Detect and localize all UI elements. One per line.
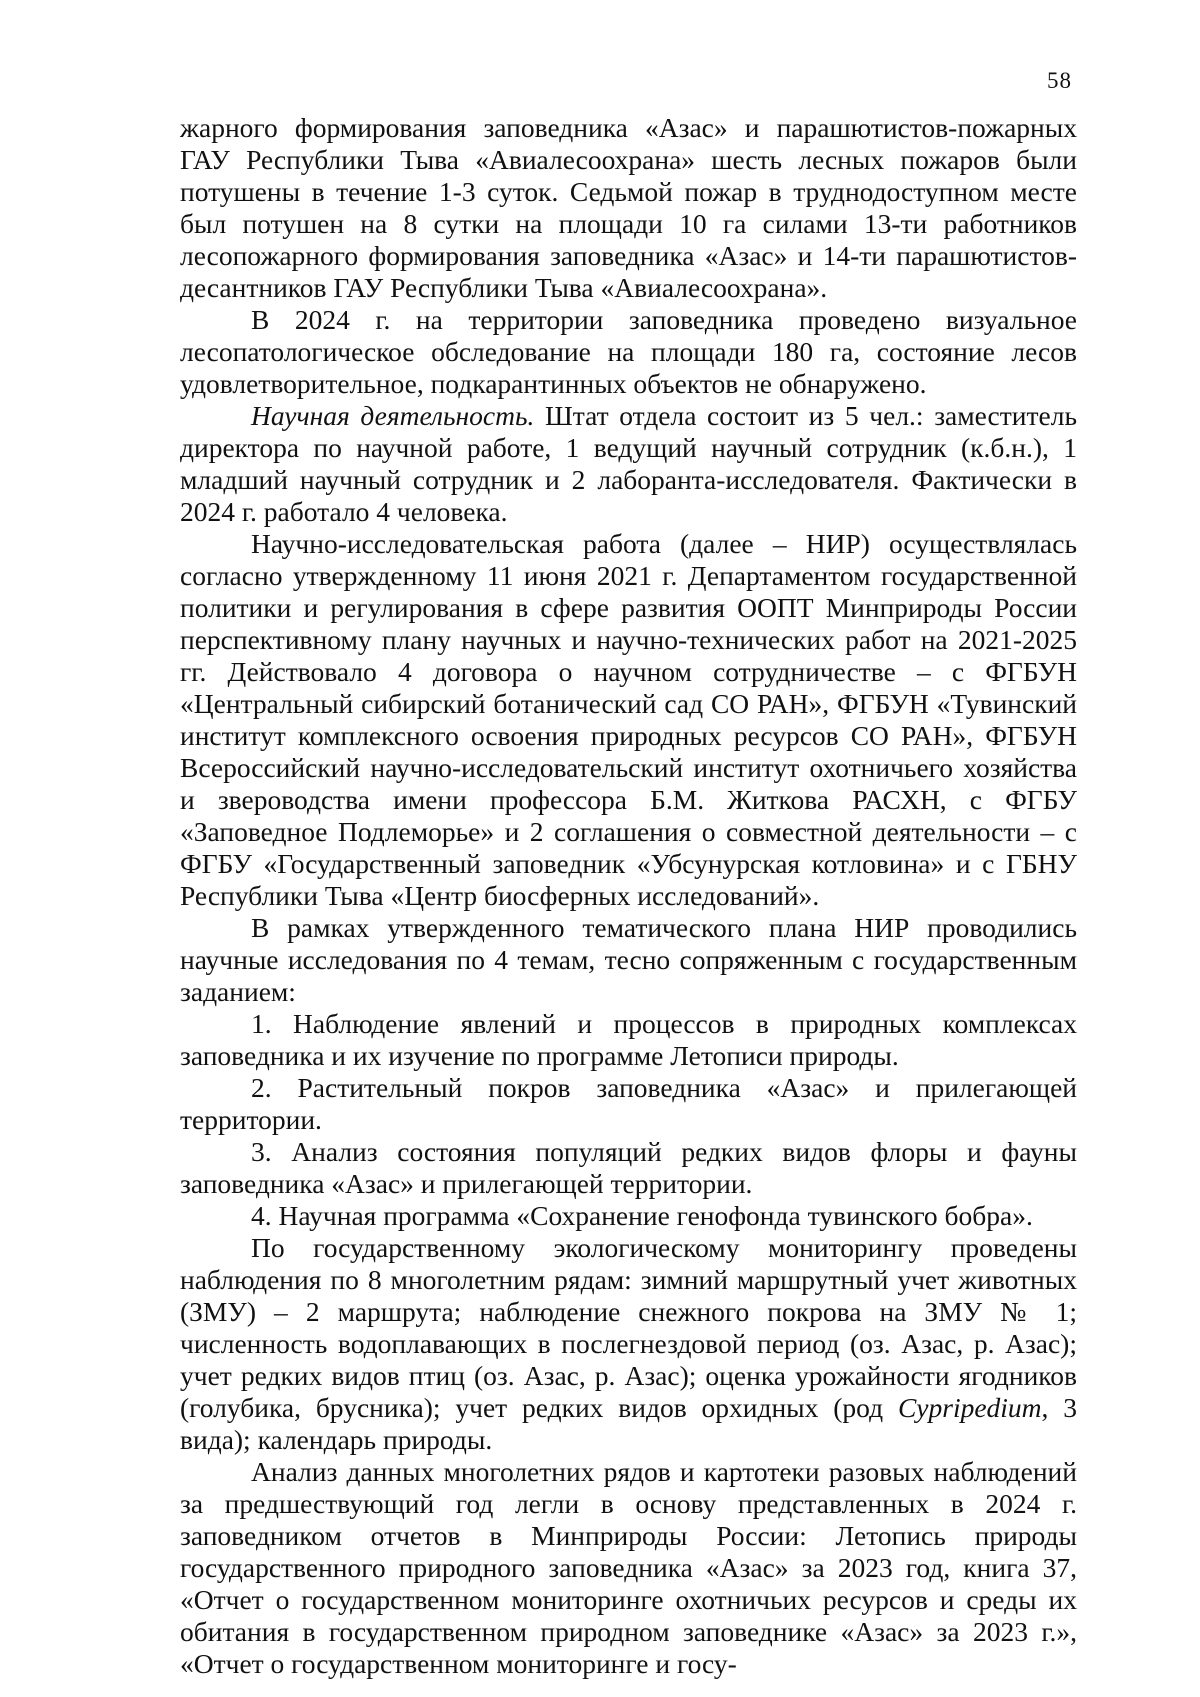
paragraph-fire-continuation: жарного формирования заповедника «Азас» и парашютистов-пожарных ГАУ Республики Тыва «Авиалесоохрана» шесть лесных пожаров были потушены в течение 1-3 суток. Седьмой пожар в труднодоступном месте был потушен на 8 сутки на площади 10 га силами 13-ти работников лесопожарного формирования заповедника «Азас» и 14-ти парашютистов-десантников ГАУ Республики Тыва «Авиалесоохрана». [180, 112, 1077, 303]
paragraph-science-staff [180, 400, 1077, 528]
paragraph-research-topics-intro: В рамках утвержденного тематического плана НИР проводились научные исследования по 4 темам, тесно сопряженным с государственным заданием: [180, 912, 1077, 1007]
genus-name: Cypripedium [897, 1392, 1042, 1423]
list-item-topic-3: 3. Анализ состояния популяций редких видов флоры и фауны заповедника «Азас» и прилегающей территории. [180, 1136, 1077, 1199]
paragraph-monitoring [180, 1232, 1077, 1456]
paragraph-research-plan: Научно-исследовательская работа (далее – НИР) осуществлялась согласно утвержденному 11 июня 2021 г. Департаментом государственной политики и регулирования в сфере развития ООПТ Минприроды России перспективному плану научных и научно-технических работ на 2021-2025 гг. Действовало 4 договора о научном сотрудничестве – с ФГБУН «Центральный сибирский ботанический сад СО РАН», ФГБУН «Тувинский институт комплексного освоения природных ресурсов СО РАН», ФГБУН Всероссийский научно-исследовательский институт охотничьего хозяйства и звероводства имени профессора Б.М. Житкова РАСХН, с ФГБУ «Заповедное Подлеморье» и 2 соглашения о совместной деятельности – с ФГБУ «Государственный заповедник «Убсунурская котловина» и с ГБНУ Республики Тыва «Центр биосферных исследований». [180, 528, 1077, 911]
paragraph-science-staff-text: Штат отдела состоит из 5 чел.: заместитель директора по научной работе, 1 ведущий научный сотрудник (к.б.н.), 1 младший научный сотрудник и 2 лаборанта-исследователя. Фактически в 2024 г. работало 4 человека. [180, 400, 1077, 527]
paragraph-monitoring-tail: , 3 вида); календарь природы. [180, 1392, 1078, 1455]
list-item-topic-4: 4. Научная программа «Сохранение генофонда тувинского бобра». [251, 1200, 1033, 1231]
list-item-topic-2: 2. Растительный покров заповедника «Азас» и прилегающей территории. [180, 1072, 1077, 1135]
paragraph-forest-survey: В 2024 г. на территории заповедника проведено визуальное лесопатологическое обследование на площади 180 га, состояние лесов удовлетворительное, подкарантинных объектов не обнаружено. [180, 304, 1077, 399]
paragraph-reports: Анализ данных многолетних рядов и картотеки разовых наблюдений за предшествующий год легли в основу представленных в 2024 г. заповедником отчетов в Минприроды России: Летопись природы государственного природного заповедника «Азас» за 2023 год, книга 37, «Отчет о государственном мониторинге охотничьих ресурсов и среды их обитания в государственном природном заповеднике «Азас» за 2023 г.», «Отчет о государственном мониторинге и госу- [180, 1456, 1077, 1679]
page-number: 58 [1047, 68, 1072, 93]
paragraph-monitoring-text: По государственному экологическому мониторингу проведены наблюдения по 8 многолетним рядам: зимний маршрутный учет животных (ЗМУ) – 2 маршрута; наблюдение снежного покрова на ЗМУ № 1; численность водоплавающих в послегнездовой период (оз. Азас, р. Азас); учет редких видов птиц (оз. Азас, р. Азас); оценка урожайности ягодников (голубика, брусника); учет редких видов орхидных (род [180, 1232, 1077, 1423]
body-text [180, 112, 1077, 1680]
list-item-topic-1: 1. Наблюдение явлений и процессов в природных комплексах заповедника и их изучение по программе Летописи природы. [180, 1008, 1077, 1071]
section-heading-science: Научная деятельность. [251, 400, 535, 431]
